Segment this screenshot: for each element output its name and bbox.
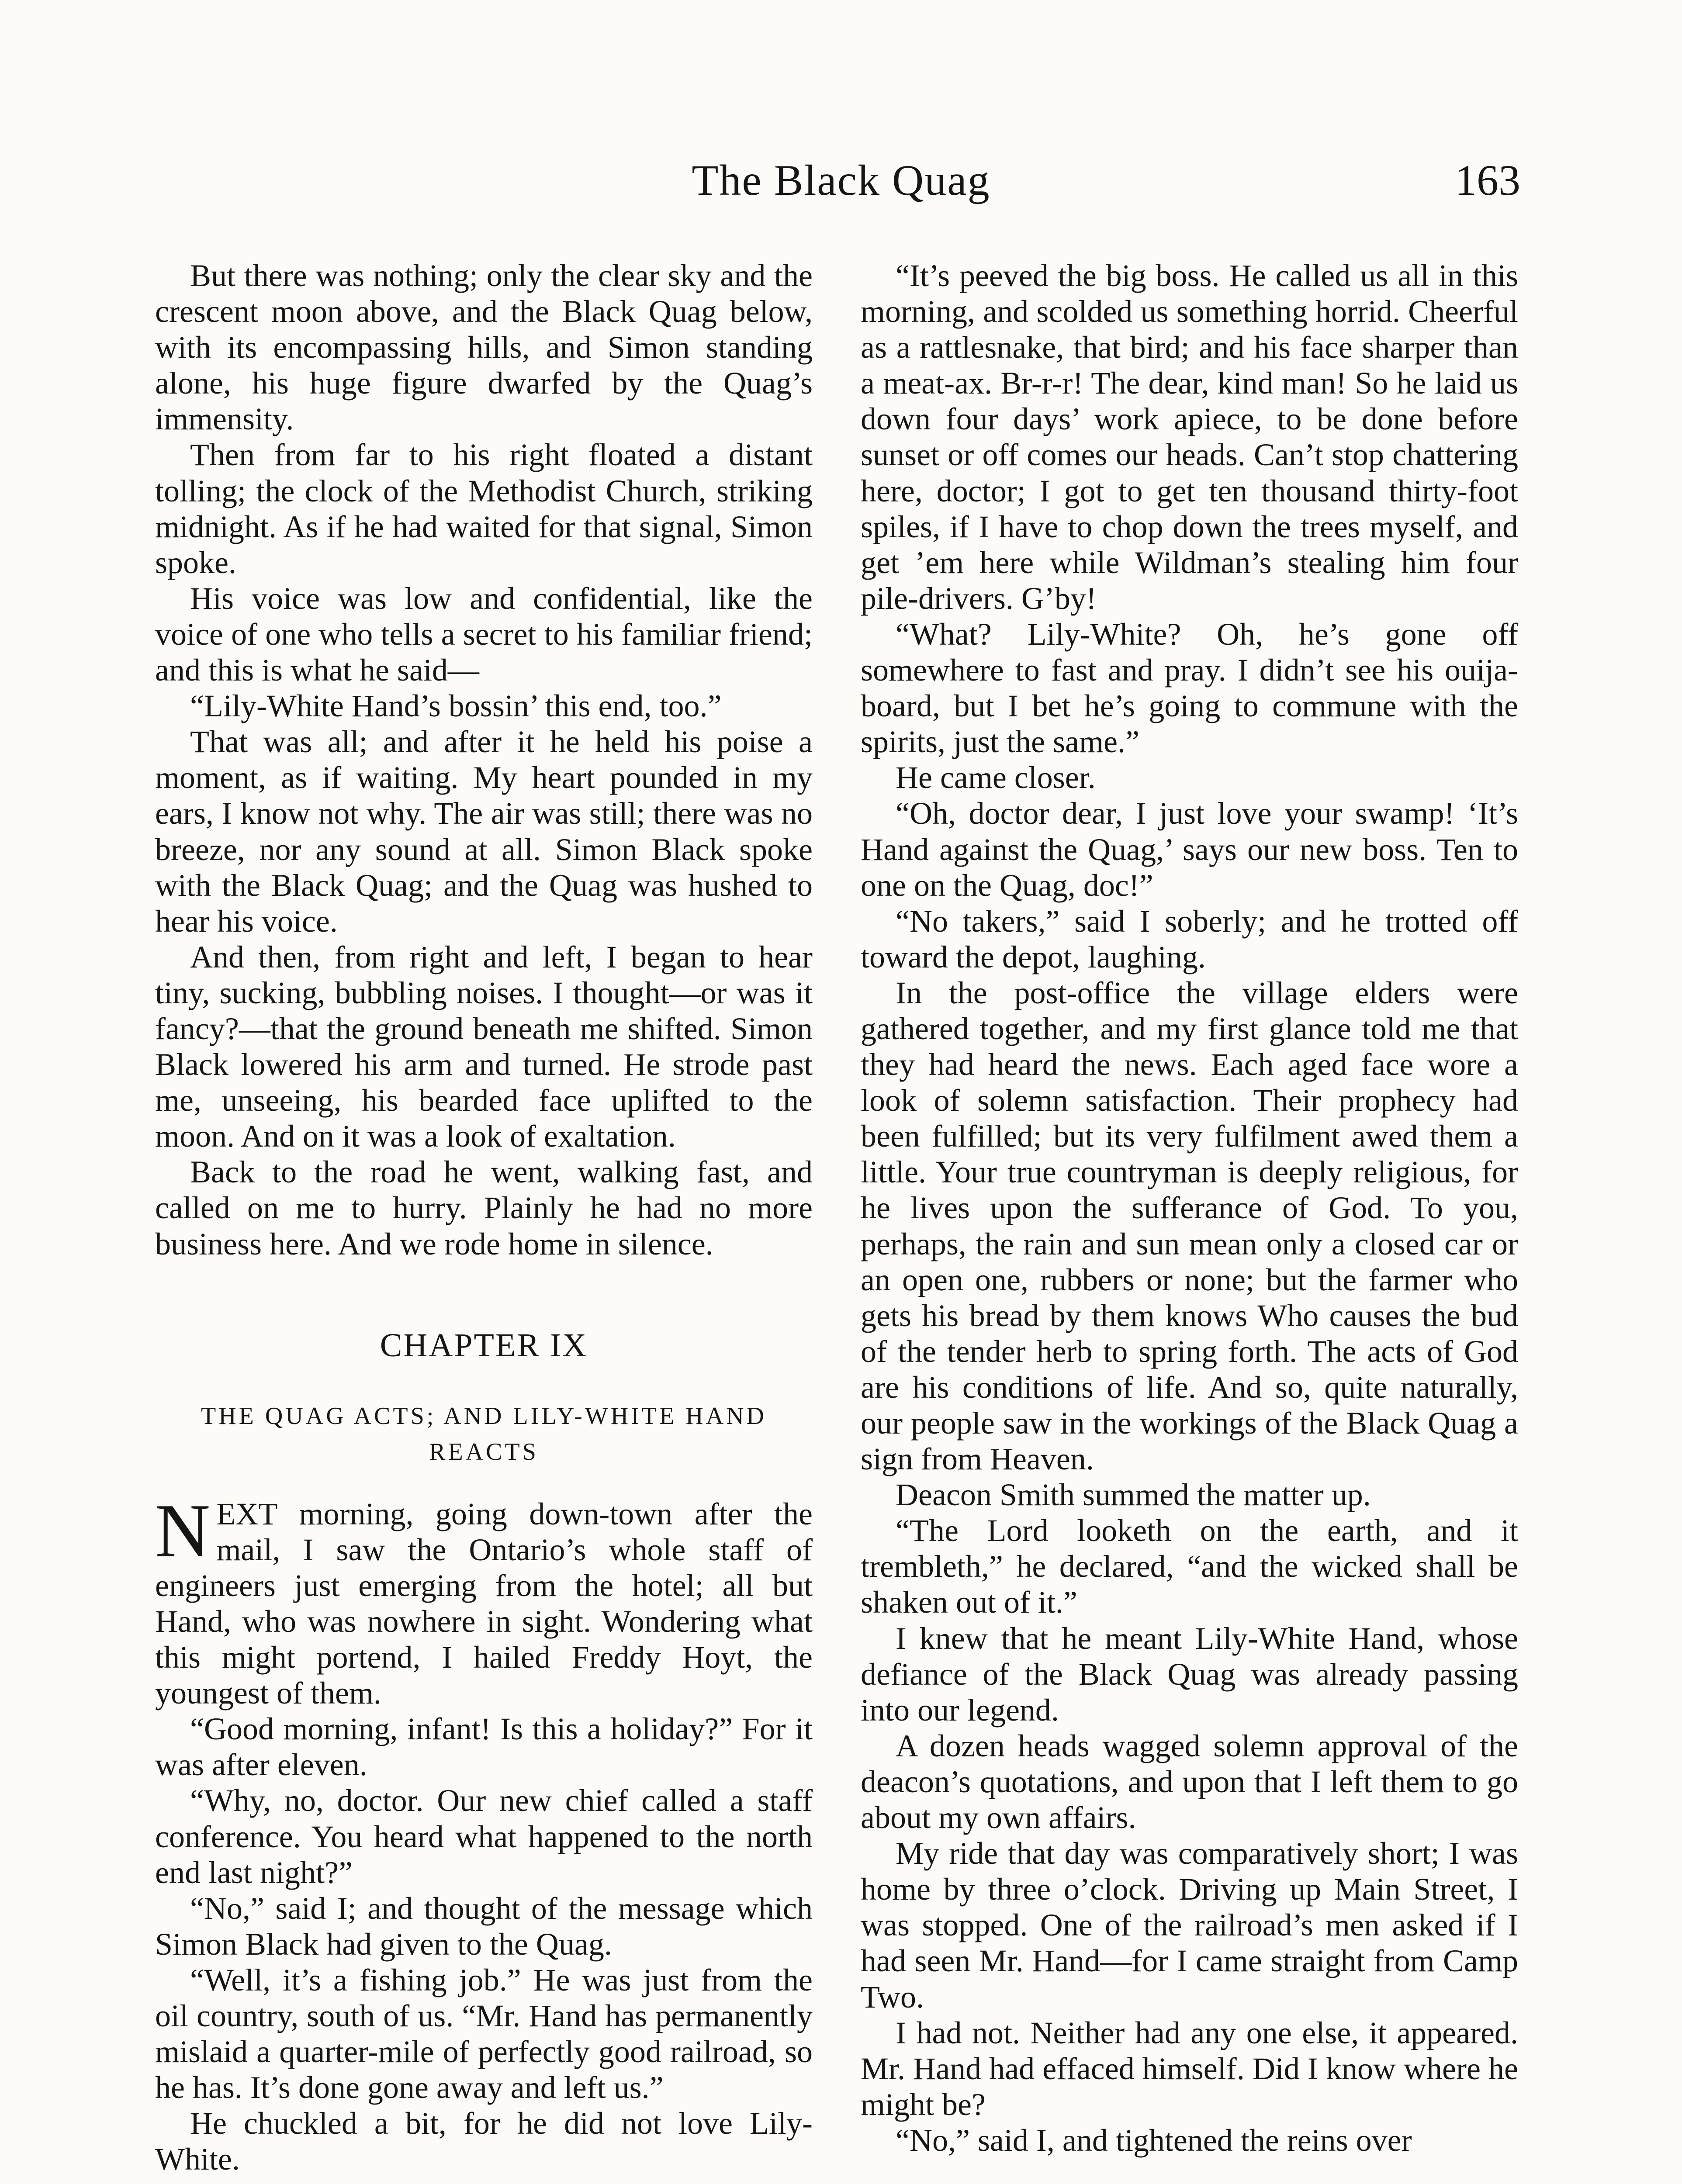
paragraph: “Lily-White Hand’s bossin’ this end, too.” [190, 688, 722, 724]
paragraph: He chuckled a bit, for he did not love Lily-White. [155, 2106, 813, 2177]
paragraph: “It’s peeved the big boss. He called us all in this morning, and scolded us something horrid. Cheerful as a rattlesnake, that bird; and his face sharper than a meat-ax. Br-r-r! The dear, kind man! So he laid us down four days’ work apiece, to be done before sunset or off comes our heads. Can’t stop chattering here, doctor; I got to get ten thousand thirty-foot spiles, if I have to chop down the trees myself, and get ’em here while Wildman’s stealing him four pile-drivers. G’by! [861, 258, 1518, 616]
paragraph: That was all; and after it he held his poise a moment, as if waiting. My heart pounded in my ears, I know not why. The air was still; there was no breeze, nor any sound at all. Simon Black spoke with the Black Quag; and the Quag was hushed to hear his voice. [155, 724, 813, 939]
paragraph: Back to the road he went, walking fast, and called on me to hurry. Plainly he had no more business here. And we rode home in silence. [155, 1154, 813, 1261]
paragraph: In the post-office the village elders were gathered together, and my first glance told me that they had heard the news. Each aged face wore a look of solemn satisfaction. Their prophecy had been fulfilled; but its very fulfilment awed them a little. Your true countryman is deeply religious, for he lives upon the sufferance of God. To you, perhaps, the rain and sun mean only a closed car or an open one, rubbers or none; but the farmer who gets his bread by them knows Who causes the bud of the tender herb to spring forth. The acts of God are his conditions of life. And so, quite naturally, our people saw in the workings of the Black Quag a sign from Heaven. [861, 975, 1518, 1477]
paragraph: I had not. Neither had any one else, it appeared. Mr. Hand had effaced himself. Did I know where he might be? [861, 2015, 1518, 2122]
paragraph: I knew that he meant Lily-White Hand, whose defiance of the Black Quag was already passing into our legend. [861, 1621, 1518, 1728]
paragraph: “Good morning, infant! Is this a holiday?” For it was after eleven. [155, 1711, 813, 1783]
paragraph: “No takers,” said I soberly; and he trotted off toward the depot, laughing. [861, 903, 1518, 975]
running-head-title: The Black Quag [692, 156, 990, 204]
drop-cap: N [155, 1488, 211, 1573]
paragraph: And then, from right and left, I began to hear tiny, sucking, bubbling noises. I thought—or was it fancy?—that the ground beneath me shifted. Simon Black lowered his arm and turned. He strode past me, unseeing, his bearded face uplifted to the moon. And on it was a look of exaltation. [155, 939, 813, 1154]
page-number: 163 [1455, 156, 1520, 204]
opening-paragraph [155, 1488, 813, 1711]
paragraph: “No,” said I, and tightened the reins over [896, 2122, 1412, 2158]
paragraph: A dozen heads wagged solemn approval of the deacon’s quotations, and upon that I left them to go about my own affairs. [861, 1728, 1518, 1835]
paragraph: “What? Lily-White? Oh, he’s gone off somewhere to fast and pray. I didn’t see his ouija-board, but I bet he’s going to commune with the spirits, just the same.” [861, 616, 1518, 760]
paragraph: “Oh, doctor dear, I just love your swamp! ‘It’s Hand against the Quag,’ says our new boss. Ten to one on the Quag, doc!” [861, 796, 1518, 903]
paragraph: “Why, no, doctor. Our new chief called a staff conference. You heard what happened to the north end last night?” [155, 1783, 813, 1890]
chapter-subtitle: THE QUAG ACTS; AND LILY-WHITE HAND REACTS [201, 1402, 767, 1465]
paragraph: “The Lord looketh on the earth, and it trembleth,” he declared, “and the wicked shall be shaken out of it.” [861, 1513, 1518, 1620]
paragraph: His voice was low and confidential, like the voice of one who tells a secret to his familiar friend; and this is what he said— [155, 581, 813, 688]
paragraph: “Well, it’s a fishing job.” He was just from the oil country, south of us. “Mr. Hand has permanently mislaid a quarter-mile of perfectly good railroad, so he has. It’s done gone away and left us.” [155, 1962, 813, 2105]
paragraph: But there was nothing; only the clear sky and the crescent moon above, and the Black Quag below, with its encompassing hills, and Simon standing alone, his huge figure dwarfed by the Quag’s immensity. [155, 258, 813, 437]
paragraph: Then from far to his right floated a distant tolling; the clock of the Methodist Church, striking midnight. As if he had waited for that signal, Simon spoke. [155, 437, 813, 580]
right-column [861, 258, 1518, 2158]
paragraph: “No,” said I; and thought of the message which Simon Black had given to the Quag. [155, 1890, 813, 1962]
opening-paragraph-text: EXT morning, going down-town after the mail, I saw the Ontario’s whole staff of engineers just emerging from the hotel; all but Hand, who was nowhere in sight. Wondering what this might portend, I hailed Freddy Hoyt, the youngest of them. [155, 1496, 813, 1711]
paragraph: Deacon Smith summed the matter up. [896, 1477, 1371, 1513]
left-column [155, 258, 813, 2177]
paragraph: My ride that day was comparatively short; I was home by three o’clock. Driving up Main Street, I was stopped. One of the railroad’s men asked if I had seen Mr. Hand—for I came straight from Camp Two. [861, 1836, 1518, 2015]
paragraph: He came closer. [896, 760, 1096, 795]
chapter-heading: CHAPTER IX [380, 1327, 588, 1364]
